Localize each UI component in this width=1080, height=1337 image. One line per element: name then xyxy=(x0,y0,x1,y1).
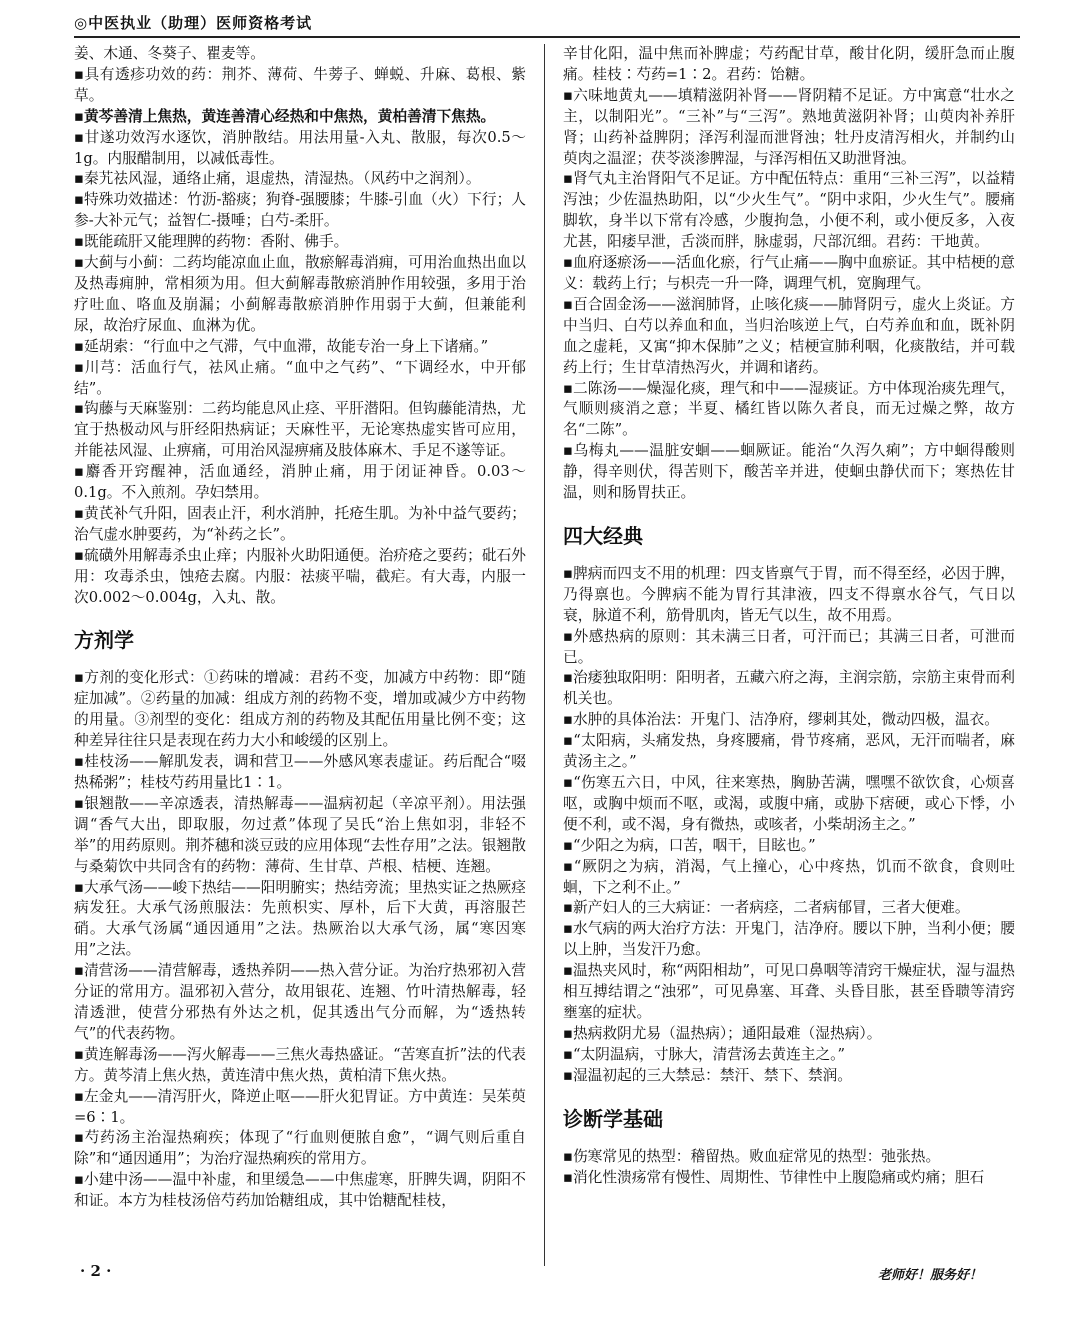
paragraph: ▪“太阴温病，寸脉大，清营汤去黄连主之。” xyxy=(563,1045,845,1063)
paragraph: ▪特殊功效描述：竹沥-豁痰；狗脊-强腰膝；牛膝-引血（火）下行；人参-大补元气；益智仁-摄唾；白芍-柔肝。 xyxy=(74,191,526,230)
paragraph: 姜、木通、冬葵子、瞿麦等。 xyxy=(74,45,265,62)
paragraph: ▪水气病的两大治疗方法：开鬼门，洁净府。腰以下肿，当利小便；腰以上肿，当发汗乃愈。 xyxy=(563,920,1015,959)
paragraph: ▪消化性溃疡常有慢性、周期性、节律性中上腹隐痛或灼痛；胆石 xyxy=(563,1168,985,1186)
paragraph: ▪大承气汤——峻下热结——阳明腑实；热结旁流；里热实证之热厥痉病发狂。大承气汤煎服法：先煎枳实、厚朴，后下大黄，再溶服芒硝。大承气汤属“通因通用”之法。热厥治以大承气汤，属“寒因寒用”之法。 xyxy=(74,878,526,959)
paragraph: ▪黄芩善清上焦热，黄连善清心经热和中焦热，黄柏善清下焦热。 xyxy=(74,107,496,125)
paragraph: ▪脾病而四支不用的机理：四支皆禀气于胃，而不得至经，必因于脾，乃得禀也。今脾病不能为胃行其津液，四支不得禀水谷气，气日以衰，脉道不利，筋骨肌肉，皆无气以生，故不用焉。 xyxy=(563,564,1015,624)
paragraph: 辛甘化阳，温中焦而补脾虚；芍药配甘草，酸甘化阴，缓肝急而止腹痛。桂枝∶芍药=1∶2。君药：饴糖。 xyxy=(563,45,1015,83)
paragraph: ▪水肿的具体治法：开鬼门、洁净府，缪刺其处，微动四极，温衣。 xyxy=(563,711,999,729)
section-heading-diagnostics: 诊断学基础 xyxy=(563,1106,663,1131)
page-number: · 2 · xyxy=(80,1262,112,1280)
paragraph: ▪麝香开窍醒神，活血通经，消肿止痛，用于闭证神昏。0.03～0.1g。不入煎剂。孕妇禁用。 xyxy=(74,463,526,502)
paragraph: ▪左金丸——清泻肝火，降逆止呕——肝火犯胃证。方中黄连：吴茱萸=6∶1。 xyxy=(74,1087,526,1126)
paragraph: ▪百合固金汤——滋润肺肾，止咳化痰——肺肾阴亏，虚火上炎证。方中当归、白芍以养血和血，当归治咳逆上气，白芍养血和血，既补阴血之虚耗，又寓“抑木保肺”之义；桔梗宣肺利咽，化痰散结，并可载药上行；生甘草清热泻火，并调和诸药。 xyxy=(563,295,1015,376)
paragraph: ▪小建中汤——温中补虚，和里缓急——中焦虚寒，肝脾失调，阴阳不和证。本方为桂枝汤倍芍药加饴糖组成，其中饴糖配桂枝， xyxy=(74,1171,526,1210)
right-column xyxy=(563,44,1015,1188)
paragraph: ▪外感热病的原则：其未满三日者，可汗而已；其满三日者，可泄而已。 xyxy=(563,627,1015,666)
paragraph: ▪银翘散——辛凉透表，清热解毒——温病初起（辛凉平剂）。用法强调“香气大出，即取服，勿过煮”体现了吴氏“治上焦如羽，非轻不举”的用药原则。荆芥穗和淡豆豉的应用体现“去性存用”之法。银翘散与桑菊饮中共同含有的药物：薄荷、生甘草、芦根、桔梗、连翘。 xyxy=(74,794,526,875)
paragraph: ▪芍药汤主治湿热痢疾；体现了“行血则便脓自愈”，“调气则后重自除”和“通因通用”；为治疗湿热痢疾的常用方。 xyxy=(74,1129,526,1168)
paragraph: ▪既能疏肝又能理脾的药物：香附、佛手。 xyxy=(74,233,349,251)
page-header xyxy=(74,10,1020,38)
section-heading-classics: 四大经典 xyxy=(563,523,643,548)
paragraph: ▪具有透疹功效的药：荆芥、薄荷、牛蒡子、蝉蜕、升麻、葛根、紫草。 xyxy=(74,65,526,104)
paragraph: ▪清营汤——清营解毒，透热养阴——热入营分证。为治疗热邪初入营分证的常用方。温邪初入营分，故用银花、连翘、竹叶清热解毒，轻清透泄，使营分邪热有外达之机，促其透出气分而解，为“透热转气”的代表药物。 xyxy=(74,962,526,1042)
paragraph: ▪温热夹风时，称“两阳相劫”，可见口鼻咽等清窍干燥症状，湿与温热相互搏结谓之“浊邪”，可见鼻塞、耳聋、头昏目胀，甚至昏聩等清窍壅塞的症状。 xyxy=(563,962,1015,1021)
paragraph: ▪川芎：活血行气，祛风止痛。“血中之气药”、“下调经水，中开郁结”。 xyxy=(74,358,526,397)
paragraph: ▪二陈汤——燥湿化痰，理气和中——湿痰证。方中体现治痰先理气，气顺则痰消之意；半夏、橘红皆以陈久者良，而无过燥之弊，故方名“二陈”。 xyxy=(563,379,1015,439)
footer-slogan: 老师好！服务好！ xyxy=(877,1268,982,1283)
paragraph: ▪肾气丸主治肾阳气不足证。方中配伍特点：重用“三补三泻”，以益精泻浊；少佐温热助阳，以“少火生气”。“阴中求阳，少火生气”。腰痛脚软，身半以下常有冷感，少腹拘急，小便不利，或小便反多，入夜尤甚，阳痿早泄，舌淡而胖，脉虚弱，尺部沉细。君药：干地黄。 xyxy=(563,170,1015,251)
paragraph: ▪甘遂功效泻水逐饮，消肿散结。用法用量-入丸、散服，每次0.5～1g。内服醋制用，以减低毒性。 xyxy=(74,128,526,167)
left-column xyxy=(74,44,526,1212)
paragraph: ▪延胡索：“行血中之气滞，气中血滞，故能专治一身上下诸痛。” xyxy=(74,337,489,355)
paragraph: ▪治痿独取阳明：阳明者，五藏六府之海，主润宗筋，宗筋主束骨而利机关也。 xyxy=(563,669,1015,708)
paragraph: ▪“少阳之为病，口苦，咽干，目眩也。” xyxy=(563,836,816,854)
header-title: ◎中医执业（助理）医师资格考试 xyxy=(74,14,313,32)
paragraph: ▪湿温初起的三大禁忌：禁汗、禁下、禁润。 xyxy=(563,1066,853,1084)
section-heading-formulas: 方剂学 xyxy=(74,628,134,653)
paragraph: ▪热病救阴尤易（温热病）；通阳最难（湿热病）。 xyxy=(563,1024,882,1042)
paragraph: ▪秦艽祛风湿，通络止痛，退虚热，清湿热。（风药中之润剂）。 xyxy=(74,170,481,188)
paragraph: ▪钩藤与天麻鉴别：二药均能息风止痉、平肝潜阳。但钩藤能清热，尤宜于热极动风与肝经阳热病证；天麻性平，无论寒热虚实皆可应用，并能祛风湿、止痹痛，可用治风湿痹痛及肢体麻木、手足不遂等证。 xyxy=(74,400,526,460)
paragraph: ▪六味地黄丸——填精滋阴补肾——肾阴精不足证。方中寓意“壮水之主，以制阳光”。“三补”与“三泻”。熟地黄滋阴补肾；山萸肉补养肝肾；山药补益脾阴；泽泻利湿而泄肾浊；牡丹皮清泻相火，并制约山萸肉之温涩；茯苓淡渗脾湿，与泽泻相伍又助泄肾浊。 xyxy=(563,86,1015,167)
paragraph: ▪方剂的变化形式：①药味的增减：君药不变，加减方中药物：即“随症加减”。②药量的加减：组成方剂的药物不变，增加或减少方中药物的用量。③剂型的变化：组成方剂的药物及其配伍用量比例不变；这种差异往往只是表现在药力大小和峻缓的区别上。 xyxy=(74,669,526,750)
paragraph: ▪“伤寒五六日，中风，往来寒热，胸胁苦满，嘿嘿不欲饮食，心烦喜呕，或胸中烦而不呕，或渴，或腹中痛，或胁下痞硬，或心下悸，小便不利，或不渴，身有微热，或咳者，小柴胡汤主之。” xyxy=(563,774,1015,833)
paragraph: ▪新产妇人的三大病证：一者病痉，二者病郁冒，三者大便难。 xyxy=(563,899,970,917)
paragraph: ▪血府逐瘀汤——活血化瘀，行气止痛——胸中血瘀证。其中桔梗的意义：载药上行；与枳壳一升一降，调理气机，宽胸理气。 xyxy=(563,254,1015,292)
paragraph: ▪大蓟与小蓟：二药均能凉血止血，散瘀解毒消痈，可用治血热出血以及热毒痈肿，常相须为用。但大蓟解毒散瘀消肿作用较强，多用于治疗吐血、咯血及崩漏；小蓟解毒散瘀消肿作用弱于大蓟，但兼能利尿，故治疗尿血、血淋为优。 xyxy=(74,254,526,334)
paragraph: ▪硫磺外用解毒杀虫止痒；内服补火助阳通便。治疥疮之要药；砒石外用：攻毒杀虫，蚀疮去腐。内服：祛痰平喘，截疟。有大毒，内服一次0.002～0.004g，入丸、散。 xyxy=(74,546,526,606)
paragraph: ▪桂枝汤——解肌发表，调和营卫——外感风寒表虚证。药后配合“啜热稀粥”；桂枝芍药用量比1∶1。 xyxy=(74,753,526,791)
paragraph: ▪伤寒常见的热型：稽留热。败血症常见的热型：弛张热。 xyxy=(563,1147,941,1165)
paragraph: ▪黄芪补气升阳，固表止汗，利水消肿，托疮生肌。为补中益气要药；治气虚水肿要药，为“补药之长”。 xyxy=(74,504,526,543)
column-divider xyxy=(544,44,545,1266)
paragraph: ▪“太阳病，头痛发热，身疼腰痛，骨节疼痛，恶风，无汗而喘者，麻黄汤主之。” xyxy=(563,732,1015,771)
paragraph: ▪乌梅丸——温脏安蛔——蛔厥证。能治“久泻久痢”；方中蛔得酸则静，得辛则伏，得苦则下，酸苦辛并进，使蛔虫静伏而下；寒热佐甘温，则和肠胃扶正。 xyxy=(563,442,1015,502)
paragraph: ▪“厥阴之为病，消渴，气上撞心，心中疼热，饥而不欲食，食则吐蛔，下之利不止。” xyxy=(563,857,1015,896)
paragraph: ▪黄连解毒汤——泻火解毒——三焦火毒热盛证。“苦寒直折”法的代表方。黄芩清上焦火热，黄连清中焦火热，黄柏清下焦火热。 xyxy=(74,1045,526,1084)
